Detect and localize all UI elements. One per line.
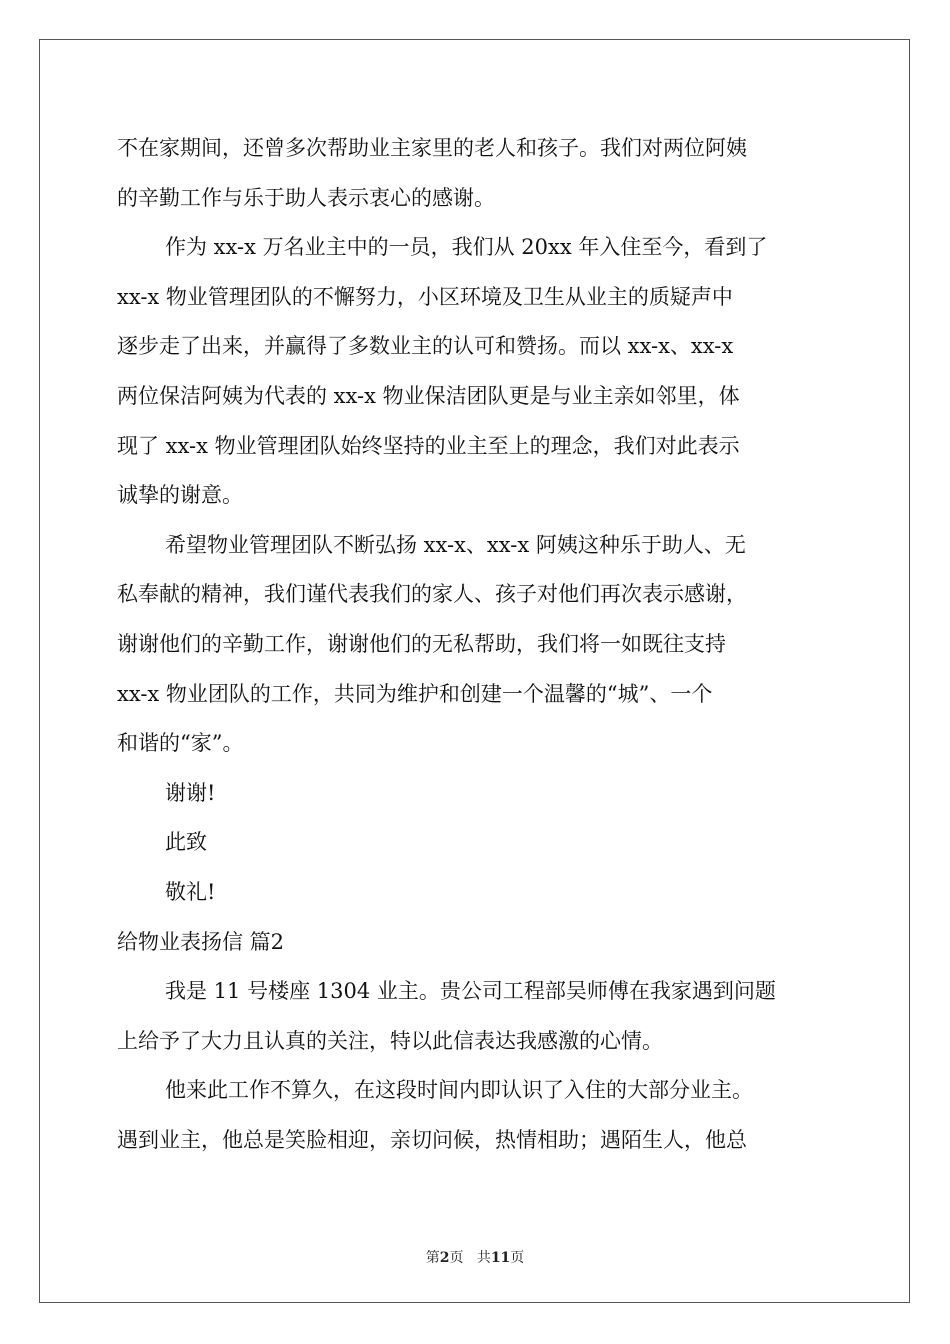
page-number-suffix: 页: [449, 1250, 464, 1266]
text-line: 上给予了大力且认真的关注，特以此信表达我感激的心情。: [117, 1028, 663, 1053]
text-line: 希望物业管理团队不断弘扬 xx-x、xx-x 阿姨这种乐于助人、无: [165, 532, 746, 557]
page-total-suffix: 页: [510, 1250, 525, 1266]
closing-cizhi: 此致: [165, 830, 207, 855]
closing-jingli: 敬礼!: [165, 879, 216, 904]
text-line: xx-x 物业团队的工作，共同为维护和创建一个温馨的“城”、一个: [117, 681, 713, 706]
text-line: 作为 xx-x 万名业主中的一员，我们从 20xx 年入住至今，看到了: [165, 235, 768, 260]
text-line: 谢谢他们的辛勤工作，谢谢他们的无私帮助，我们将一如既往支持: [117, 631, 726, 656]
text-line: 不在家期间，还曾多次帮助业主家里的老人和孩子。我们对两位阿姨: [117, 136, 747, 160]
text-line: 现了 xx-x 物业管理团队始终坚持的业主至上的理念，我们对此表示: [117, 433, 740, 458]
page-total: 11: [490, 1250, 511, 1266]
page-number-prefix: 第: [425, 1250, 440, 1266]
text-line: 和谐的“家”。: [117, 731, 244, 756]
text-line: 诚挚的谢意。: [117, 483, 243, 508]
page-number-current: 2: [439, 1250, 450, 1266]
section-heading: 给物业表扬信 篇2: [117, 929, 285, 954]
page-footer: [0, 1247, 950, 1267]
text-line: 逐步走了出来，并赢得了多数业主的认可和赞扬。而以 xx-x、xx-x: [117, 334, 734, 359]
closing-thanks: 谢谢!: [165, 780, 216, 805]
text-line: 私奉献的精神，我们谨代表我们的家人、孩子对他们再次表示感谢，: [117, 582, 747, 607]
document-body: [117, 124, 837, 1165]
text-line: 两位保洁阿姨为代表的 xx-x 物业保洁团队更是与业主亲如邻里，体: [117, 383, 740, 408]
page-total-prefix: 共: [476, 1250, 491, 1266]
text-line: xx-x 物业管理团队的不懈努力，小区环境及卫生从业主的质疑声中: [117, 284, 733, 309]
text-line: 的辛勤工作与乐于助人表示衷心的感谢。: [117, 185, 495, 210]
text-line: 我是 11 号楼座 1304 业主。贵公司工程部吴师傅在我家遇到问题: [165, 979, 776, 1004]
text-line: 他来此工作不算久，在这段时间内即认识了入住的大部分业主。: [165, 1078, 753, 1103]
text-line: 遇到业主，他总是笑脸相迎，亲切问候，热情相助；遇陌生人，他总: [117, 1127, 747, 1152]
